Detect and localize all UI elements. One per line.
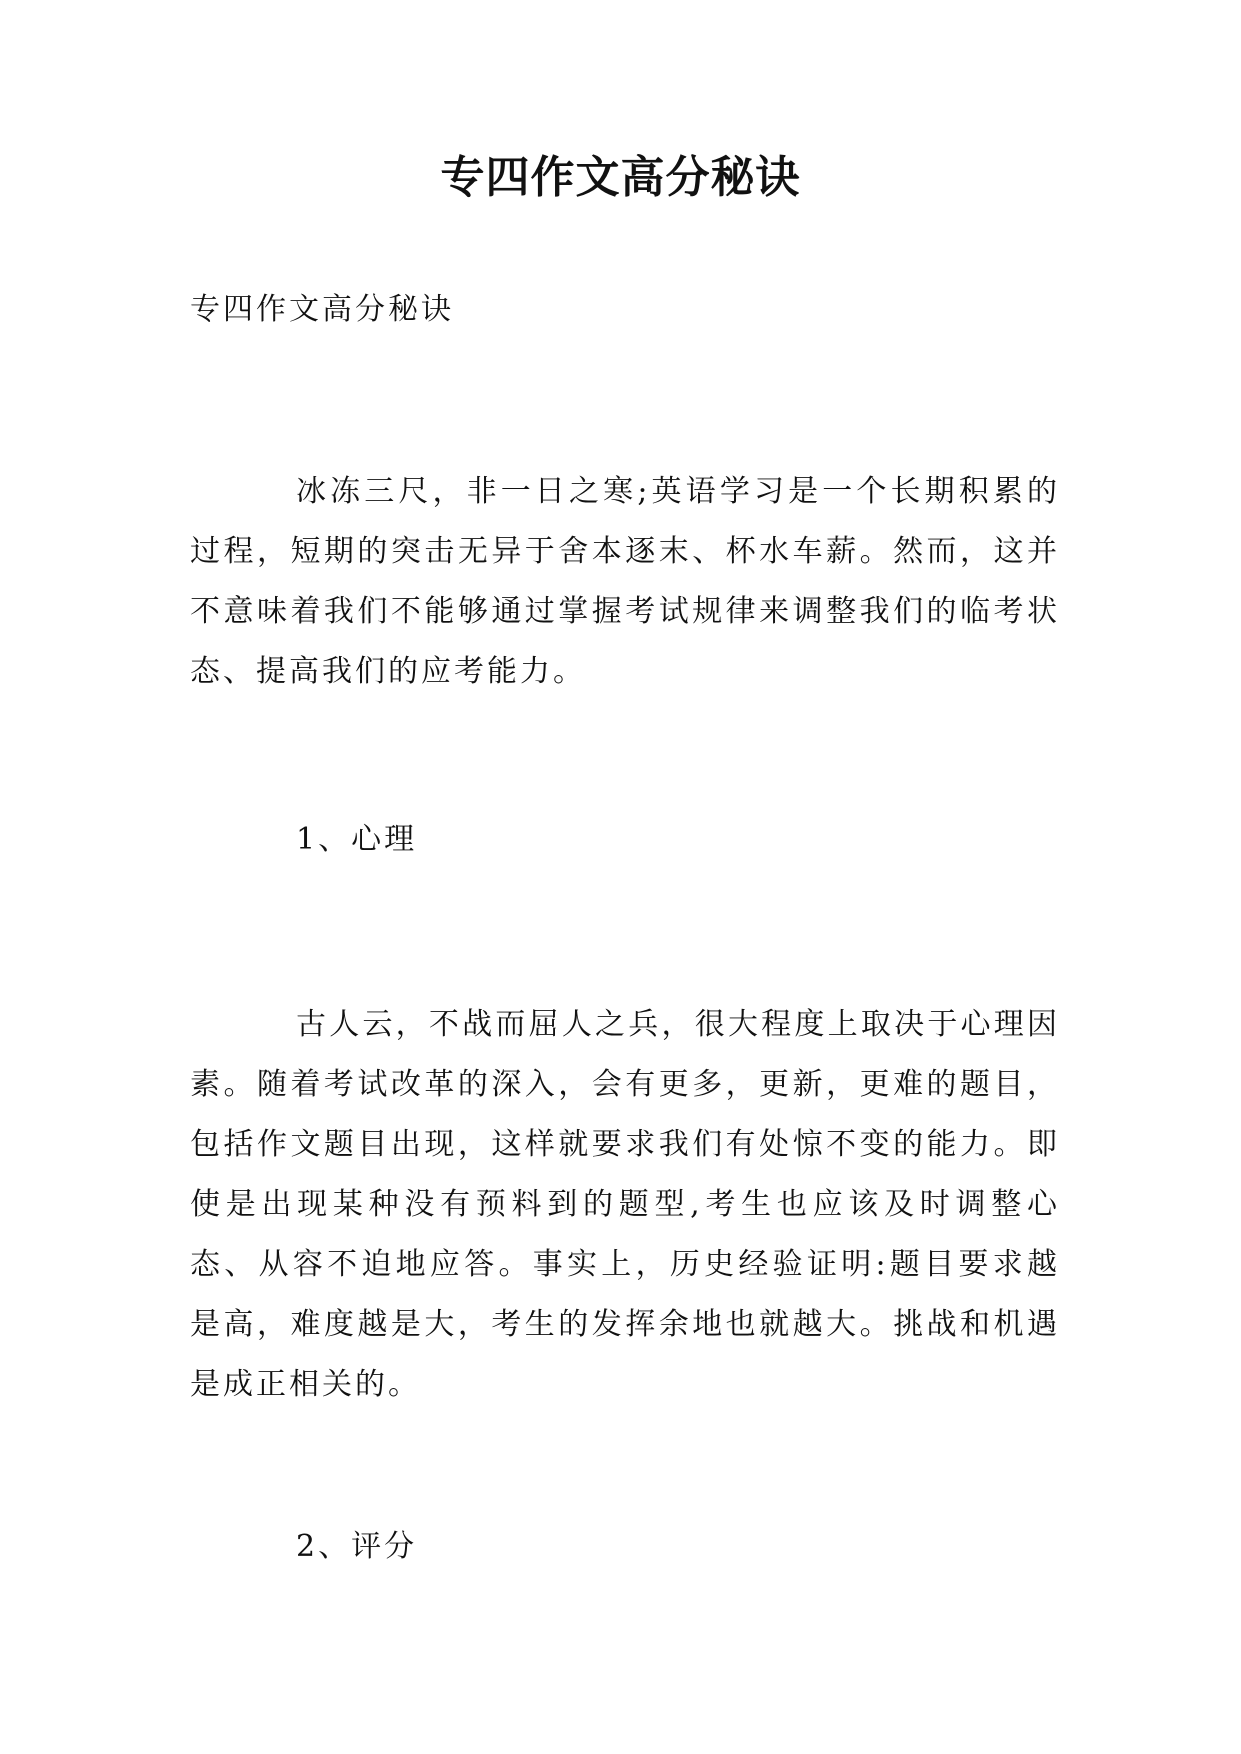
section-heading-psychology: 1、心理: [296, 822, 418, 857]
document-subtitle: 专四作文高分秘诀: [190, 292, 454, 327]
section-heading-scoring: 2、评分: [296, 1529, 418, 1564]
intro-paragraph: 冰冻三尺，非一日之寒;英语学习是一个长期积累的过程，短期的突击无异于舍本逐末、杯水车薪。然而，这并不意味着我们不能够通过掌握考试规律来调整我们的临考状态、提高我们的应考能力。: [190, 474, 1060, 689]
psychology-paragraph: 古人云，不战而屈人之兵，很大程度上取决于心理因素。随着考试改革的深入，会有更多，更新，更难的题目，包括作文题目出现，这样就要求我们有处惊不变的能力。即使是出现某种没有预料到的题型,考生也应该及时调整心态、从容不迫地应答。事实上，历史经验证明:题目要求越是高，难度越是大，考生的发挥余地也就越大。挑战和机遇是成正相关的。: [190, 1007, 1060, 1402]
document-title: 专四作文高分秘诀: [440, 152, 801, 203]
